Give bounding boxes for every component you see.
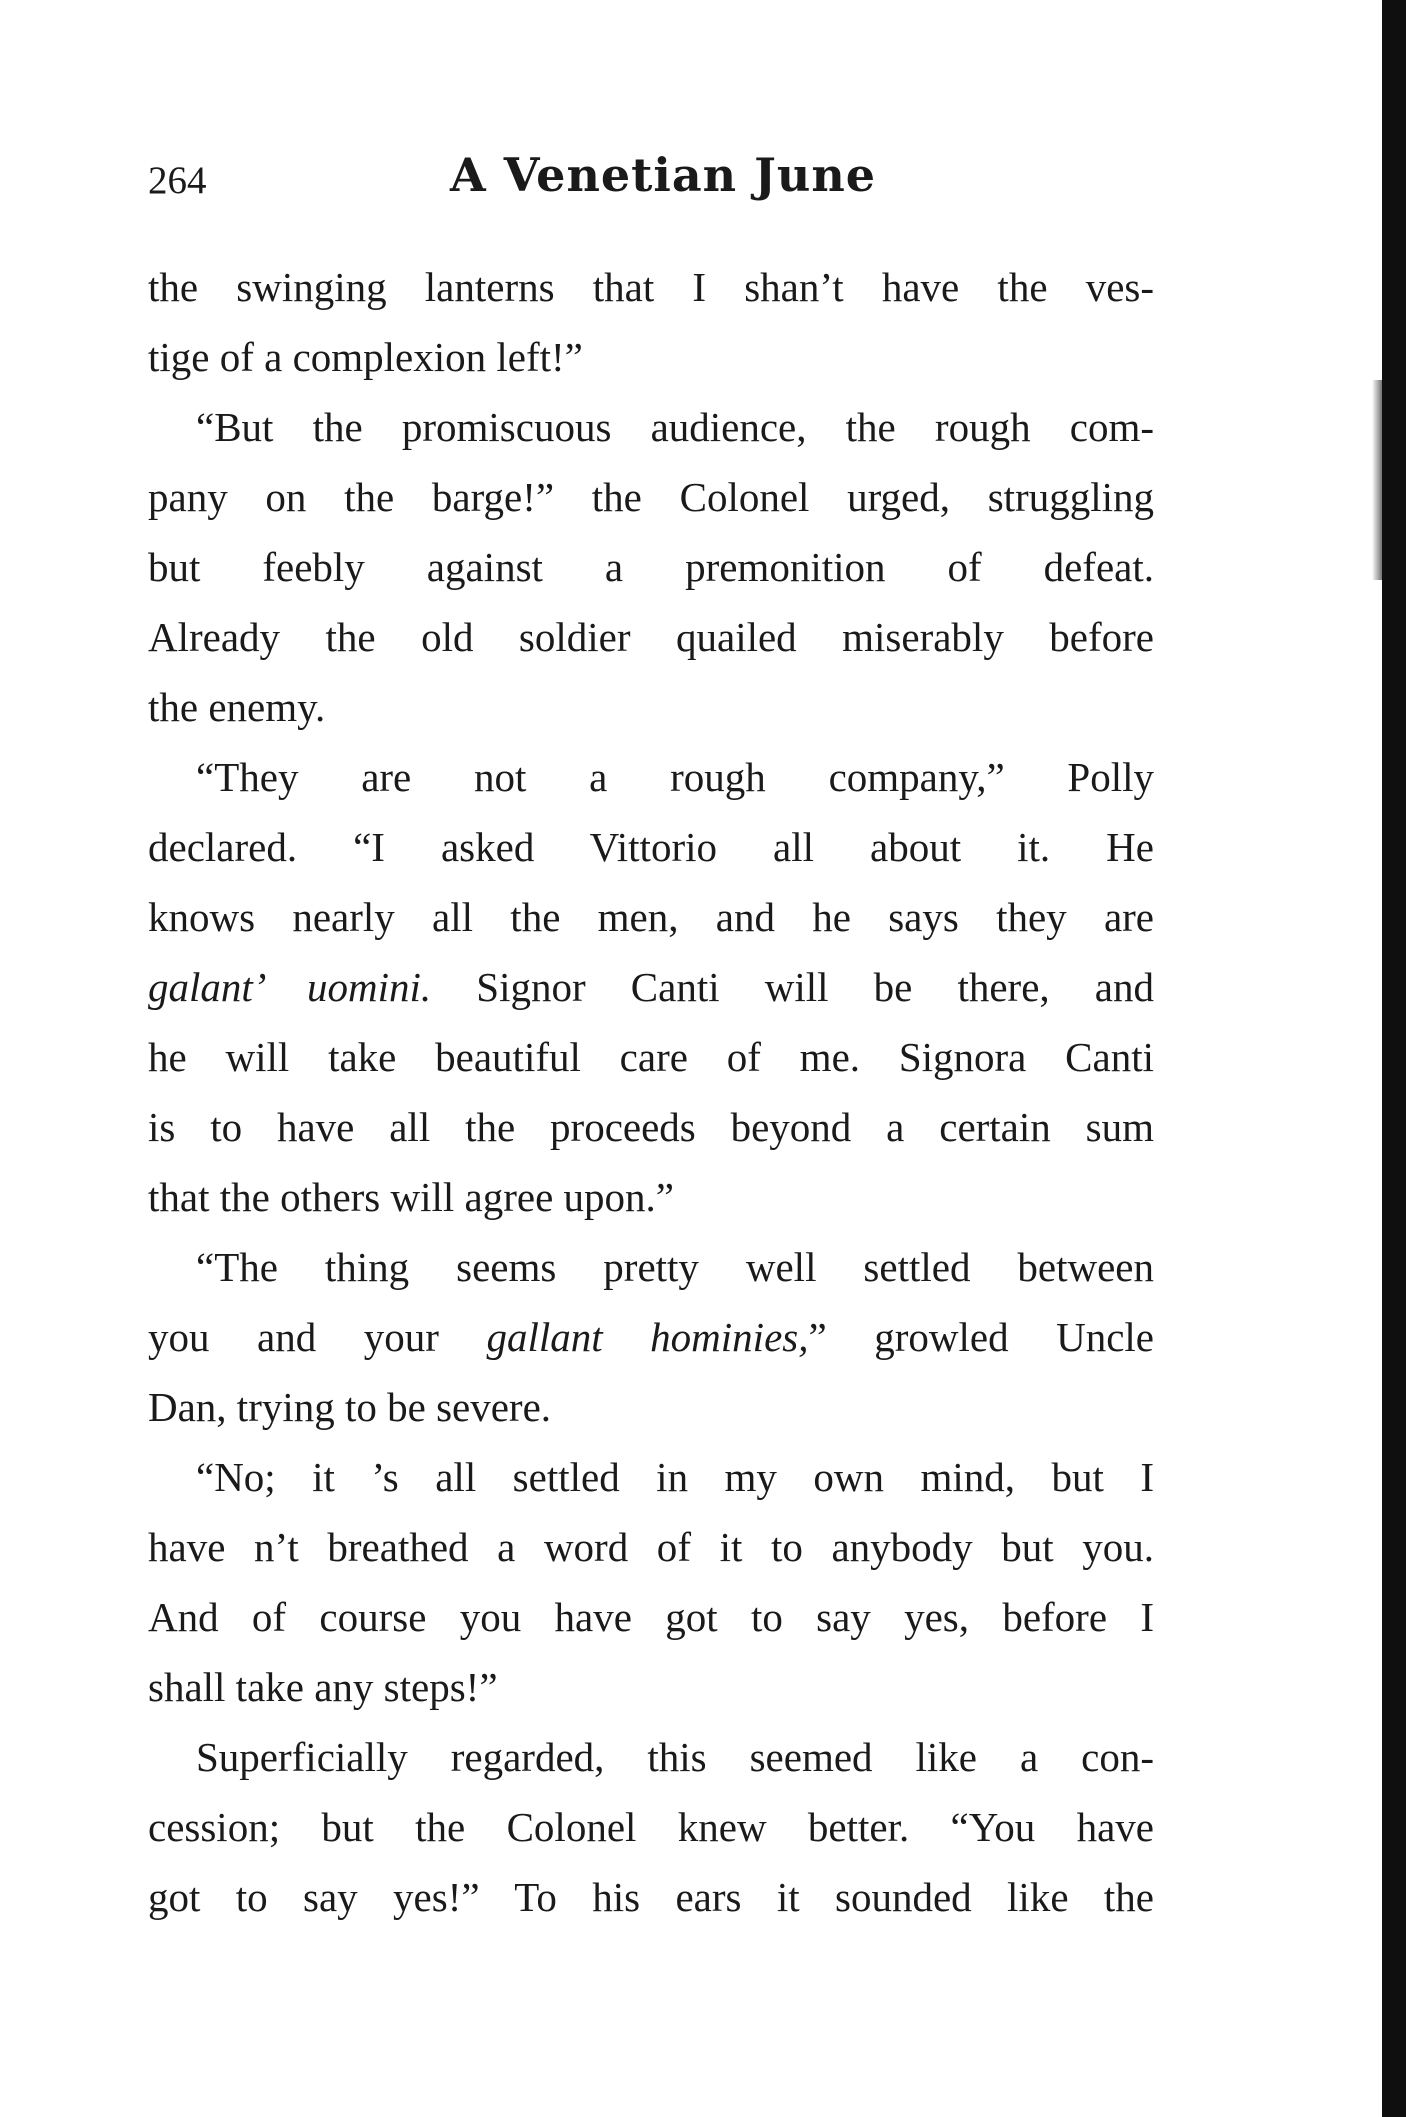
text-line: you and your gallant hominies,” growled Uncle xyxy=(148,1314,1155,1360)
text-line: he will take beautiful care of me. Signora Canti xyxy=(148,1034,1154,1080)
paragraph-start-line: “The thing seems pretty well settled between xyxy=(196,1244,1154,1290)
page-number: 264 xyxy=(148,159,207,202)
text-line: got to say yes!” To his ears it sounded like the xyxy=(148,1874,1154,1920)
italic-phrase: gallant hominies, xyxy=(486,1314,809,1360)
italic-phrase: galant’ uomini. xyxy=(148,964,432,1010)
text-line: declared. “I asked Vittorio all about it. He xyxy=(148,824,1154,870)
text-line: galant’ uomini. Signor Canti will be there, and xyxy=(148,964,1154,1010)
text-line: but feebly against a premonition of defeat. xyxy=(148,544,1154,590)
text-line: Dan, trying to be severe. xyxy=(148,1384,552,1430)
text-line: that the others will agree upon.” xyxy=(148,1174,674,1220)
paragraph-start-line: “But the promiscuous audience, the rough com- xyxy=(196,404,1154,450)
running-title: A Venetian June xyxy=(450,148,877,202)
text-line: have n’t breathed a word of it to anybody but you. xyxy=(148,1524,1154,1570)
page-binding-shadow xyxy=(1372,380,1382,580)
text-line: the swinging lanterns that I shan’t have the ves- xyxy=(148,264,1154,310)
text-line: Already the old soldier quailed miserably before xyxy=(148,614,1154,660)
paragraph-start-line: Superficially regarded, this seemed like a con- xyxy=(196,1734,1154,1780)
text-line: the enemy. xyxy=(148,684,326,730)
text-line: cession; but the Colonel knew better. “You have xyxy=(148,1804,1154,1850)
text-line: is to have all the proceeds beyond a certain sum xyxy=(148,1104,1154,1150)
body-text xyxy=(148,252,1154,1932)
text-line: shall take any steps!” xyxy=(148,1664,498,1710)
paragraph-start-line: “They are not a rough company,” Polly xyxy=(196,754,1154,800)
text-line: pany on the barge!” the Colonel urged, struggling xyxy=(148,474,1154,520)
paragraph-start-line: “No; it ’s all settled in my own mind, but I xyxy=(196,1454,1154,1500)
text-line: And of course you have got to say yes, before I xyxy=(148,1594,1154,1640)
text-line: tige of a complexion left!” xyxy=(148,334,583,380)
page-header xyxy=(148,148,1148,218)
page-binding-edge xyxy=(1382,0,1406,2117)
text-line: knows nearly all the men, and he says they are xyxy=(148,894,1154,940)
